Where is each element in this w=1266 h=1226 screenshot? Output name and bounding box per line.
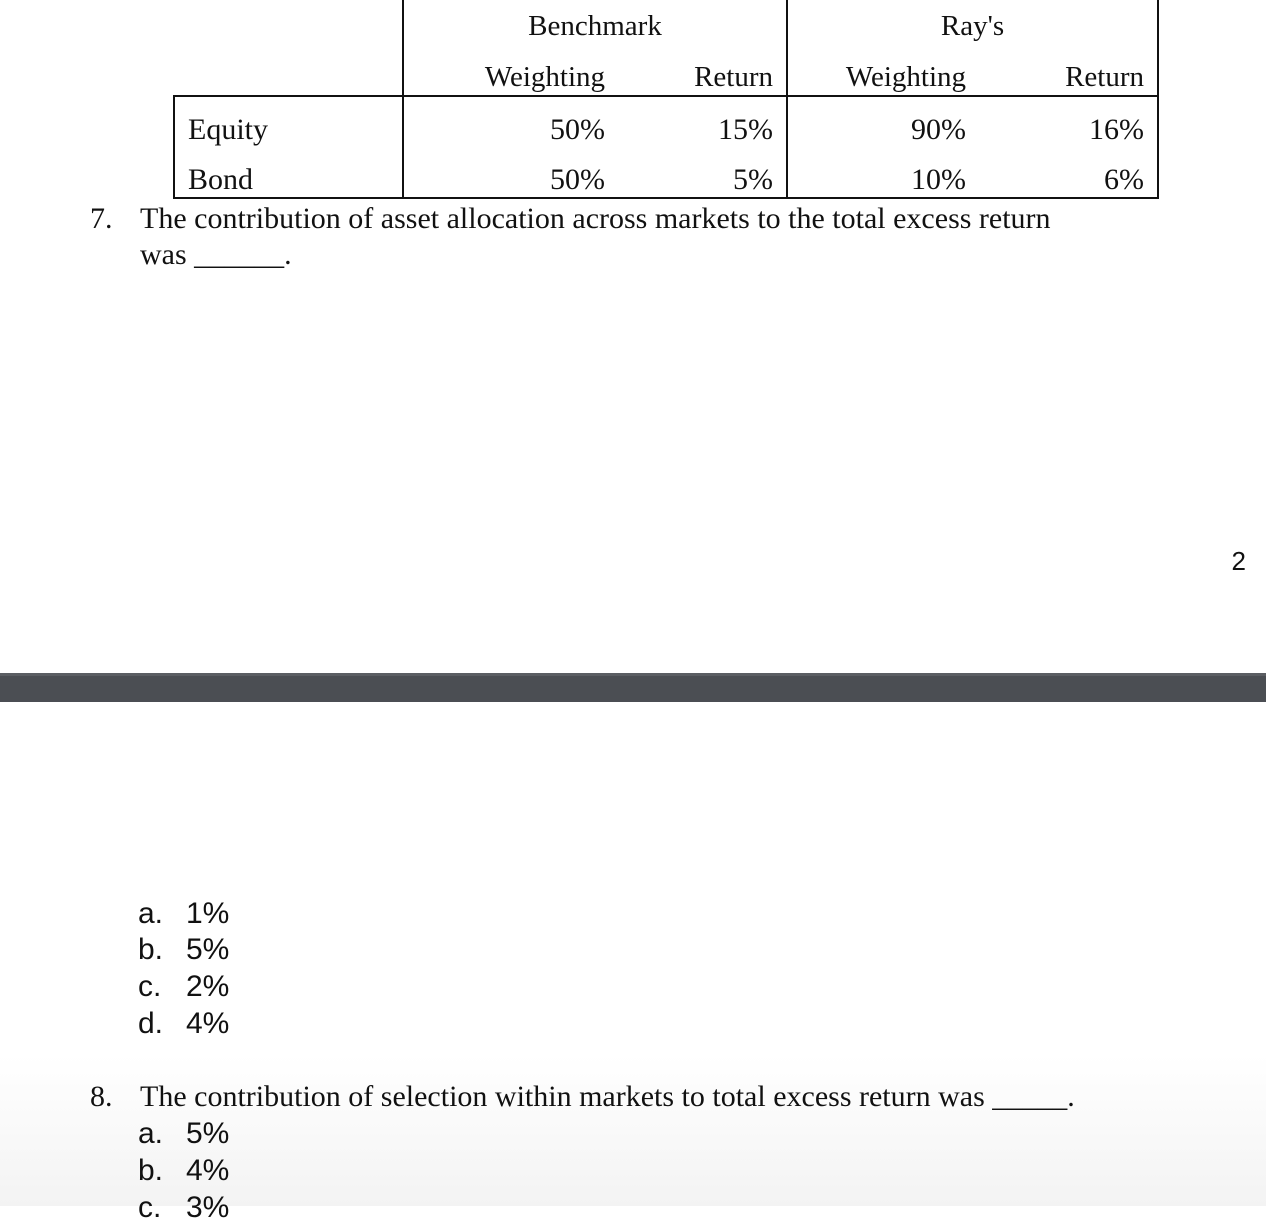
table-cell-equity-rays-weighting: 90% — [911, 113, 966, 146]
question-8-option-c-letter: c. — [138, 1191, 162, 1224]
page-separator — [0, 673, 1266, 702]
table-group-header-rays: Ray's — [940, 10, 1005, 42]
question-7-option-d-value: 4% — [186, 1007, 230, 1040]
question-8-option-b-value: 4% — [186, 1154, 230, 1187]
table-cell-bond-benchmark-return: 5% — [733, 163, 773, 196]
table-cell-bond-benchmark-weighting: 50% — [550, 163, 605, 196]
question-8-option-c-value: 3% — [186, 1191, 230, 1224]
question-8-option-a-value: 5% — [186, 1117, 230, 1150]
page-number: 2 — [1231, 546, 1246, 576]
table-cell-equity-rays-return: 16% — [1089, 113, 1144, 146]
table-header-rule — [173, 95, 1159, 97]
document-page-bottom — [0, 702, 1266, 1224]
table-subheader-rays-return: Return — [1065, 61, 1144, 93]
question-8-option-b-letter: b. — [138, 1154, 164, 1187]
table-subheader-benchmark-weighting: Weighting — [484, 61, 605, 93]
table-cell-equity-benchmark-weighting: 50% — [550, 113, 605, 146]
question-7-text-line1: The contribution of asset allocation across markets to the total excess return — [140, 202, 1051, 235]
question-7-option-b-letter: b. — [138, 933, 164, 966]
table-divider-right — [1157, 0, 1159, 199]
table-subheader-benchmark-return: Return — [694, 61, 773, 93]
question-7-option-d-letter: d. — [138, 1007, 164, 1040]
table-subheader-rays-weighting: Weighting — [845, 61, 966, 93]
question-8-text: The contribution of selection within markets to total excess return was _____. — [140, 1080, 1075, 1113]
question-7-text-line2: was ______. — [140, 238, 292, 271]
question-7-option-b-value: 5% — [186, 933, 230, 966]
question-8-number: 8. — [90, 1080, 113, 1113]
table-row-label-bond: Bond — [188, 163, 254, 196]
table-group-header-benchmark: Benchmark — [528, 10, 662, 42]
table-cell-bond-rays-weighting: 10% — [911, 163, 966, 196]
table-cell-bond-rays-return: 6% — [1104, 163, 1144, 196]
question-8-option-a-letter: a. — [138, 1117, 164, 1150]
question-7-option-c-value: 2% — [186, 970, 230, 1003]
table-bottom-rule — [173, 197, 1159, 199]
question-7-option-a-letter: a. — [138, 897, 164, 930]
question-7-option-c-letter: c. — [138, 970, 162, 1003]
table-row-label-equity: Equity — [188, 113, 268, 146]
question-7-option-a-value: 1% — [186, 897, 230, 930]
question-7-number: 7. — [90, 202, 113, 235]
table-border-left — [173, 95, 175, 199]
table-cell-equity-benchmark-return: 15% — [718, 113, 773, 146]
